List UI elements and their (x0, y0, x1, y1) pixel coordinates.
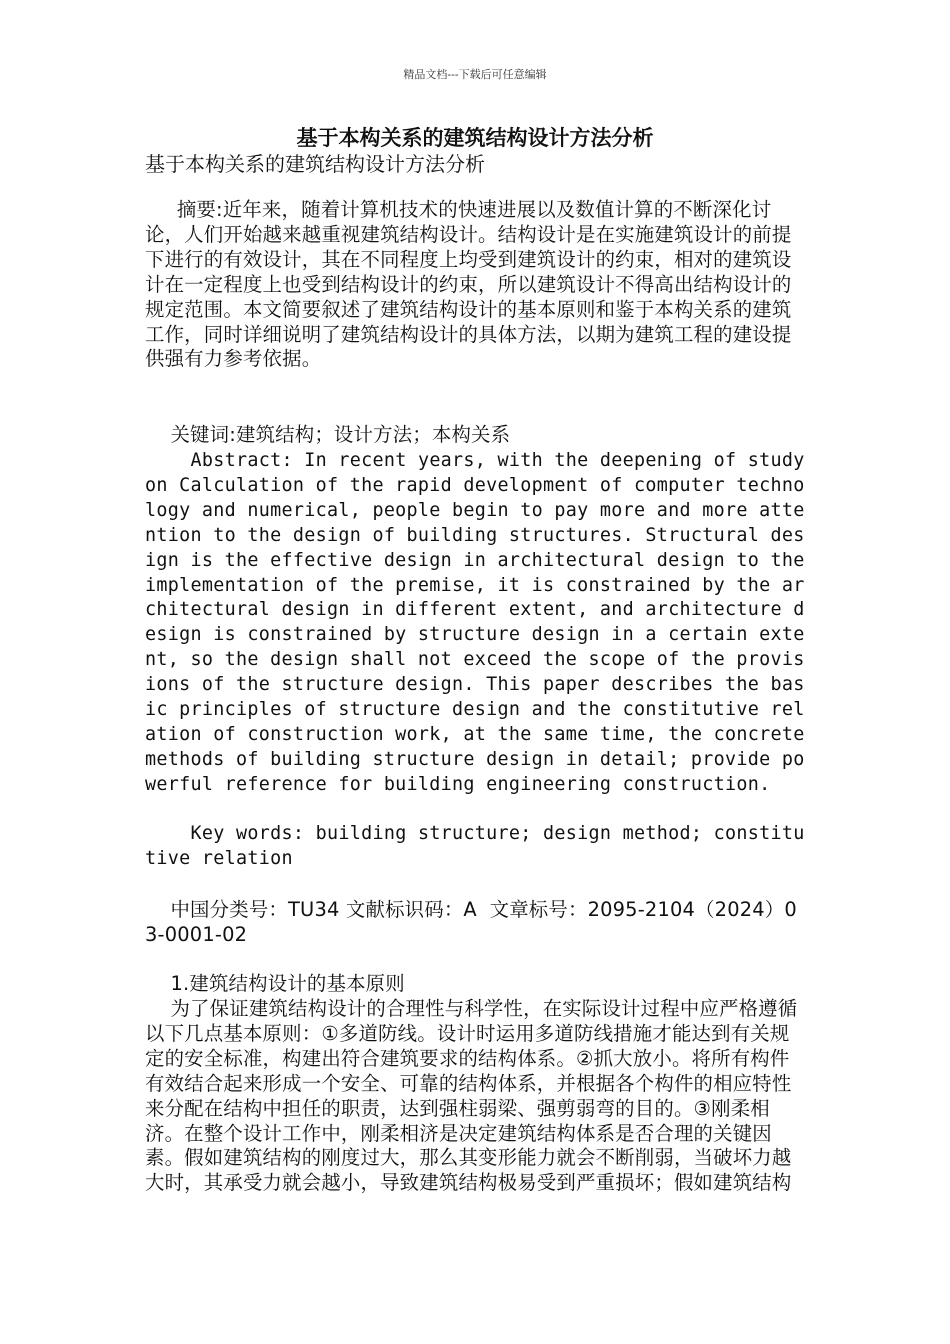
document-subtitle: 基于本构关系的建筑结构设计方法分析 (145, 152, 485, 176)
classification-line: 中国分类号：TU34 文献标识码：A 文章标号：2095-2104（2024）03-0001-02 (145, 898, 797, 946)
document-title: 基于本构关系的建筑结构设计方法分析 (296, 126, 654, 150)
section-heading: 1.建筑结构设计的基本原则 (145, 972, 405, 995)
keywords-en: Key words: building structure; design method; constitutive relation (145, 823, 805, 869)
abstract-cn: 摘要:近年来，随着计算机技术的快速进展以及数值计算的不断深化讨论，人们开始越来越重视建筑结构设计。结构设计是在实施建筑设计的前提下进行的有效设计，其在不同程度上均受到建筑设计的约束，相对的建筑设计在一定程度上也受到结构设计的约束，所以建筑设计不得高出结构设计的规定范围。本文简要叙述了建筑结构设计的基本原则和鉴于本构关系的建筑工作，同时详细说明了建筑结构设计的具体方法，以期为建筑工程的建设提供强有力参考依据。 (145, 198, 792, 371)
page-header: 精品文档---下载后可任意编辑 (403, 68, 547, 81)
section-body: 为了保证建筑结构设计的合理性与科学性，在实际设计过程中应严格遵循以下几点基本原则：①多道防线。设计时运用多道防线措施才能达到有关规定的安全标准，构建出符合建筑要求的结构体系。②抓大放小。将所有构件有效结合起来形成一个安全、可靠的结构体系，并根据各个构件的相应特性来分配在结构中担任的职责，达到强柱弱梁、强剪弱弯的目的。③刚柔相济。在整个设计工作中，刚柔相济是决定建筑结构体系是否合理的关键因素。假如建筑结构的刚度过大，那么其变形能力就会不断削弱，当破坏力越大时，其承受力就会越小，导致建筑结构极易受到严重损坏；假如建筑结构 (145, 997, 798, 1195)
abstract-en: Abstract: In recent years, with the deepening of study on Calculation of the rapid development of computer technology and numerical, people begin to pay more and more attention to the design of building structures. Structural design is the effective design in architectural design to the implementation of the premise, it is constrained by the architectural design in different extent, and architecture design is constrained by structure design in a certain extent, so the design shall not exceed the scope of the provisions of the structure design. This paper describes the basic principles of structure design and the constitutive relation of construction work, at the same time, the concrete methods of building structure design in detail; provide powerful reference for building engineering construction. (145, 450, 816, 795)
keywords-cn: 关键词:建筑结构；设计方法；本构关系 (145, 423, 511, 446)
